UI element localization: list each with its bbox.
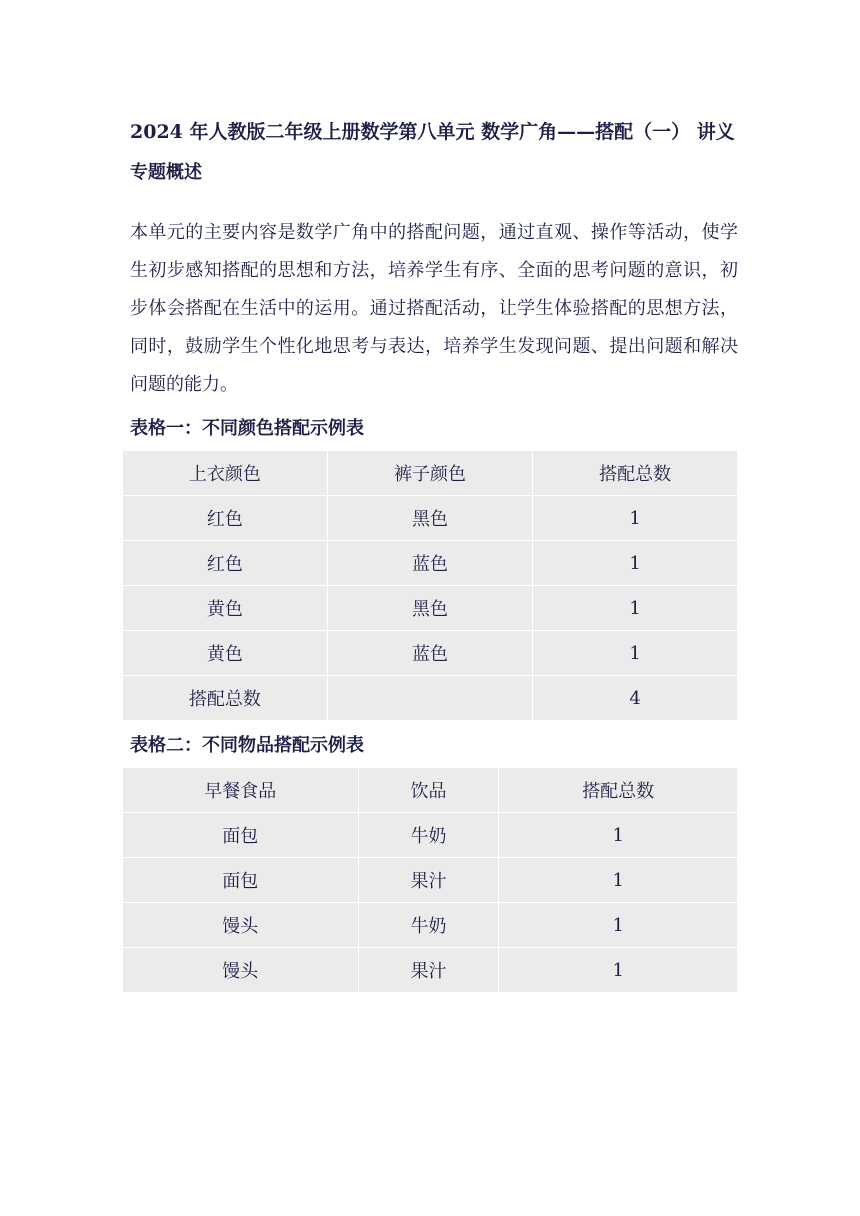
table-1-title: 表格一：不同颜色搭配示例表 xyxy=(130,418,364,439)
color-matching-table xyxy=(122,450,738,721)
table-cell: 黑色 xyxy=(327,496,533,541)
header-cell: 裤子颜色 xyxy=(327,451,533,496)
item-matching-table xyxy=(122,767,738,993)
table-cell: 牛奶 xyxy=(358,813,499,858)
table-cell: 果汁 xyxy=(358,858,499,903)
table-cell: 果汁 xyxy=(358,948,499,993)
table-cell: 1 xyxy=(533,496,738,541)
table-cell: 红色 xyxy=(123,541,328,586)
table-cell xyxy=(327,676,533,721)
table-row xyxy=(123,903,738,948)
header-cell: 搭配总数 xyxy=(533,451,738,496)
table-cell: 蓝色 xyxy=(327,541,533,586)
table-cell: 蓝色 xyxy=(327,631,533,676)
table-cell: 黄色 xyxy=(123,631,328,676)
table-cell: 面包 xyxy=(123,813,359,858)
table-cell: 1 xyxy=(533,541,738,586)
table-row xyxy=(123,496,738,541)
table-2-title: 表格二：不同物品搭配示例表 xyxy=(130,735,364,756)
header-cell: 早餐食品 xyxy=(123,768,359,813)
table-total-row xyxy=(123,676,738,721)
table-cell: 1 xyxy=(499,903,738,948)
table-row xyxy=(123,948,738,993)
table-cell: 1 xyxy=(533,586,738,631)
table-cell: 黄色 xyxy=(123,586,328,631)
table-row xyxy=(123,813,738,858)
table-cell: 4 xyxy=(533,676,738,721)
table-cell: 牛奶 xyxy=(358,903,499,948)
table-cell: 搭配总数 xyxy=(123,676,328,721)
header-cell: 饮品 xyxy=(358,768,499,813)
table-row xyxy=(123,541,738,586)
document-title: 2024 年人教版二年级上册数学第八单元 数学广角——搭配（一） 讲义 xyxy=(130,121,735,143)
table-row xyxy=(123,586,738,631)
header-cell: 搭配总数 xyxy=(499,768,738,813)
table-cell: 红色 xyxy=(123,496,328,541)
table-cell: 馒头 xyxy=(123,948,359,993)
table-cell: 黑色 xyxy=(327,586,533,631)
table-cell: 1 xyxy=(499,813,738,858)
document-page xyxy=(130,110,738,993)
overview-paragraph: 本单元的主要内容是数学广角中的搭配问题，通过直观、操作等活动，使学生初步感知搭配的思想和方法，培养学生有序、全面的思考问题的意识，初步体会搭配在生活中的运用。通过搭配活动，让学生体验搭配的思想方法，同时，鼓励学生个性化地思考与表达，培养学生发现问题、提出问题和解决问题的能力。 xyxy=(130,222,738,395)
table-cell: 1 xyxy=(499,948,738,993)
header-cell: 上衣颜色 xyxy=(123,451,328,496)
table-header-row xyxy=(123,451,738,496)
table-row xyxy=(123,858,738,903)
table-cell: 1 xyxy=(499,858,738,903)
table-row xyxy=(123,631,738,676)
table-cell: 1 xyxy=(533,631,738,676)
table-cell: 馒头 xyxy=(123,903,359,948)
table-cell: 面包 xyxy=(123,858,359,903)
table-header-row xyxy=(123,768,738,813)
overview-heading: 专题概述 xyxy=(130,162,202,183)
